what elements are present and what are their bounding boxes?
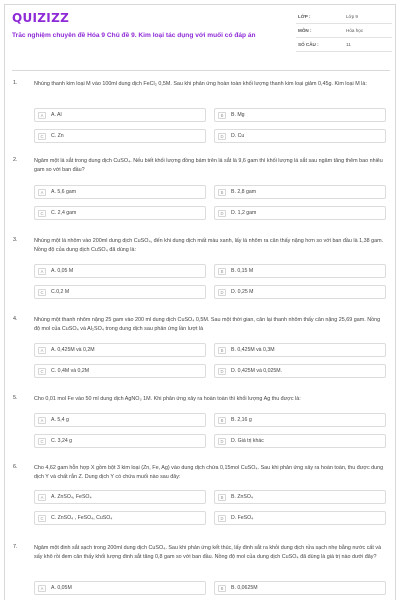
option-a[interactable] xyxy=(34,108,206,122)
option-text: D. 1,2 gam xyxy=(231,210,257,216)
option-text: B. 2,16 g xyxy=(231,417,252,423)
meta-value: 11 xyxy=(346,42,351,47)
question-text: Cho 0,01 mol Fe vào 50 ml dung dịch AgNO₃ 1M. Khi phản ứng xảy ra hoàn toàn thì khối lượng Ag thu được là: xyxy=(34,396,301,402)
option-text: B. 0,425M và 0,3M xyxy=(231,347,275,353)
option-c[interactable] xyxy=(34,434,206,448)
option-text: A. 5,6 gam xyxy=(51,189,77,195)
option-c[interactable] xyxy=(34,206,206,220)
question-number: 4. xyxy=(13,316,18,322)
option-text: C. 2,4 gam xyxy=(51,210,77,216)
option-text: B. ZnSO₄ xyxy=(231,494,254,500)
option-letter: D xyxy=(218,210,226,217)
option-letter: C xyxy=(38,133,46,140)
meta-label: LỚP : xyxy=(298,14,311,19)
option-letter: C xyxy=(38,289,46,296)
option-letter: B xyxy=(218,585,226,592)
option-text: C. 3,24 g xyxy=(51,438,73,444)
option-text: A. 0,425M và 0,2M xyxy=(51,347,95,353)
option-c[interactable] xyxy=(34,285,206,299)
meta-row-subject xyxy=(296,24,392,38)
option-b[interactable] xyxy=(214,413,386,427)
meta-value: Lớp 9 xyxy=(346,14,358,19)
question-number: 5. xyxy=(13,395,18,401)
option-text: C. Zn xyxy=(51,133,64,139)
meta-table xyxy=(296,10,392,52)
option-letter: C xyxy=(38,515,46,522)
option-letter: B xyxy=(218,494,226,501)
option-d[interactable] xyxy=(214,206,386,220)
option-text: B. 0,15 M xyxy=(231,268,254,274)
option-b[interactable] xyxy=(214,185,386,199)
option-letter: A xyxy=(38,189,46,196)
option-letter: C xyxy=(38,368,46,375)
question-number: 7. xyxy=(13,544,18,550)
option-letter: D xyxy=(218,438,226,445)
option-text: A. ZnSO₄, FeSO₄ xyxy=(51,494,92,500)
option-text: A. 0,05M xyxy=(51,585,72,591)
meta-row-class xyxy=(296,10,392,24)
option-d[interactable] xyxy=(214,434,386,448)
option-letter: B xyxy=(218,417,226,424)
option-letter: C xyxy=(38,438,46,445)
option-a[interactable] xyxy=(34,490,206,504)
option-b[interactable] xyxy=(214,343,386,357)
option-c[interactable] xyxy=(34,511,206,525)
option-text: B. 0,0625M xyxy=(231,585,258,591)
option-a[interactable] xyxy=(34,185,206,199)
quizizz-logo: QUIZIZZ xyxy=(12,11,70,25)
option-letter: B xyxy=(218,112,226,119)
question-text: Nhúng một lá nhôm vào 200ml dung dịch CuSO₄, đến khi dung dịch mất màu xanh, lấy lá nhôm ra cân thấy nặng hơn so với ban đầu là 1,38 gam. Nồng độ của dung dịch CuSO₄ đã dùng là: xyxy=(34,238,384,253)
meta-label: SỐ CÂU : xyxy=(298,42,319,47)
option-letter: A xyxy=(38,494,46,501)
question-number: 3. xyxy=(13,237,18,243)
option-text: D. FeSO₄ xyxy=(231,515,254,521)
question-number: 6. xyxy=(13,464,18,470)
option-a[interactable] xyxy=(34,413,206,427)
option-letter: D xyxy=(218,515,226,522)
option-b[interactable] xyxy=(214,490,386,504)
option-text: C. 0,4M và 0,2M xyxy=(51,368,90,374)
meta-label: MÔN : xyxy=(298,28,312,33)
option-letter: A xyxy=(38,347,46,354)
option-text: D. Giá trị khác xyxy=(231,438,264,444)
option-letter: B xyxy=(218,189,226,196)
option-letter: D xyxy=(218,289,226,296)
question-number: 2. xyxy=(13,157,18,163)
option-letter: D xyxy=(218,133,226,140)
option-letter: B xyxy=(218,268,226,275)
option-text: B. 2,8 gam xyxy=(231,189,257,195)
option-text: C.0,2 M xyxy=(51,289,70,295)
option-letter: B xyxy=(218,347,226,354)
option-letter: D xyxy=(218,368,226,375)
option-a[interactable] xyxy=(34,343,206,357)
option-text: D. 0,425M và 0,025M. xyxy=(231,368,283,374)
option-d[interactable] xyxy=(214,511,386,525)
option-b[interactable] xyxy=(214,581,386,595)
option-d[interactable] xyxy=(214,364,386,378)
question-text: Nhúng một thanh nhôm nặng 25 gam vào 200 ml dung dịch CuSO₄ 0,5M. Sau một thời gian, cân lại thanh nhôm thấy cân nặng 25,69 gam. Nồng độ mol của CuSO₄ và Al₂SO₄ trong dung dịch sau phản ứng lần lượt là xyxy=(34,317,381,332)
question-text: Ngâm một đinh sắt sạch trong 200ml dung dịch CuSO₄. Sau khi phản ứng kết thúc, lấy đinh sắt ra khỏi dung dịch rửa sạch nhẹ bằng nước cất và sấy khô rồi đem cân thấy khối lượng đinh sắt tăng 0,8 gam so với ban đầu. Nồng độ mol của dung dịch CuSO₄ đã dùng là giá trị nào dưới đây? xyxy=(34,545,382,560)
meta-row-count xyxy=(296,38,392,52)
header-divider xyxy=(12,70,390,71)
option-text: B. Mg xyxy=(231,112,245,118)
meta-value: Hóa học xyxy=(346,28,364,33)
option-b[interactable] xyxy=(214,264,386,278)
option-letter: A xyxy=(38,585,46,592)
option-letter: A xyxy=(38,417,46,424)
question-number: 1. xyxy=(13,80,18,86)
option-a[interactable] xyxy=(34,264,206,278)
question-text: Nhúng thanh kim loại M vào 100ml dung dịch FeCl₂ 0,5M. Sau khi phản ứng hoàn toàn khối lượng thanh kim loại giảm 0,45g. Kim loại M là: xyxy=(34,81,367,87)
option-b[interactable] xyxy=(214,108,386,122)
option-letter: C xyxy=(38,210,46,217)
option-text: A. 5,4 g xyxy=(51,417,69,423)
option-a[interactable] xyxy=(34,581,206,595)
document-title: Trắc nghiệm chuyên đề Hóa 9 Chủ đề 9. Kim loại tác dụng với muối có đáp án xyxy=(12,32,256,39)
option-c[interactable] xyxy=(34,364,206,378)
question-text: Cho 4,62 gam hỗn hợp X gồm bột 3 kim loại (Zn, Fe, Ag) vào dung dịch chứa 0,15mol CuSO₄. Sau khi phản ứng xảy ra hoàn toàn, thu được dung dịch Y và chất rắn Z. Dung dịch Y có chứa muối nào sau đây: xyxy=(34,465,384,480)
option-c[interactable] xyxy=(34,129,206,143)
option-letter: A xyxy=(38,112,46,119)
option-text: C. ZnSO₄ , FeSO₄, CuSO₄ xyxy=(51,515,113,521)
option-text: A. Al xyxy=(51,112,62,118)
option-text: D. Cu xyxy=(231,133,245,139)
option-text: D. 0,25 M xyxy=(231,289,254,295)
option-d[interactable] xyxy=(214,129,386,143)
option-text: A. 0,05 M xyxy=(51,268,74,274)
option-d[interactable] xyxy=(214,285,386,299)
document-header xyxy=(12,10,390,58)
question-text: Ngâm một lá sắt trong dung dịch CuSO₄. Nếu biết khối lượng đồng bám trên lá sắt là 9,6 gam thì khối lượng lá sắt sau ngâm tăng thêm bao nhiêu gam so với ban đầu? xyxy=(34,158,383,173)
option-letter: A xyxy=(38,268,46,275)
